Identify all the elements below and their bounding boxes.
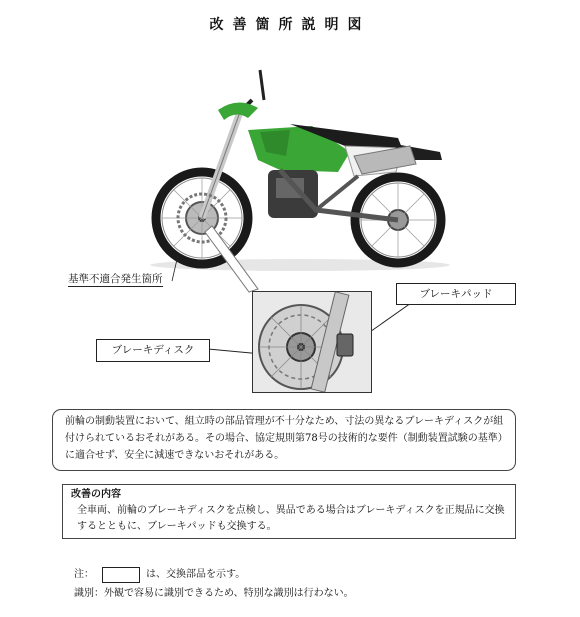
identification-note: 識別：外観で容易に識別できるため、特別な識別は行わない。	[74, 588, 354, 599]
defect-description: 前輪の制動装置において、組立時の部品管理が不十分なため、寸法の異なるブレーキディスクが組付けられているおそれがある。その場合、協定規則第78号の技術的な要件（制動装置試験の基準）に適合せず、安全に減速できないおそれがある。	[52, 409, 516, 471]
page-title: 改善箇所説明図	[209, 17, 371, 33]
replacement-part-box	[102, 567, 140, 583]
note-suffix: は、交換部品を示す。	[146, 569, 246, 580]
defect-location-label: 基準不適合発生箇所	[68, 273, 163, 285]
brake-pad-label: ブレーキパッド	[396, 283, 516, 305]
note-line	[74, 565, 245, 583]
note-prefix: 注：	[74, 569, 94, 580]
remedy-body: 全車両、前輪のブレーキディスクを点検し、異品である場合はブレーキディスクを正規品に交換するとともに、ブレーキパッドも交換する。	[77, 505, 505, 532]
remedy-heading: 改善の内容	[71, 489, 121, 500]
brake-disc-label: ブレーキディスク	[96, 339, 210, 362]
brake-detail-image	[252, 291, 372, 393]
remedy-box	[62, 484, 516, 539]
